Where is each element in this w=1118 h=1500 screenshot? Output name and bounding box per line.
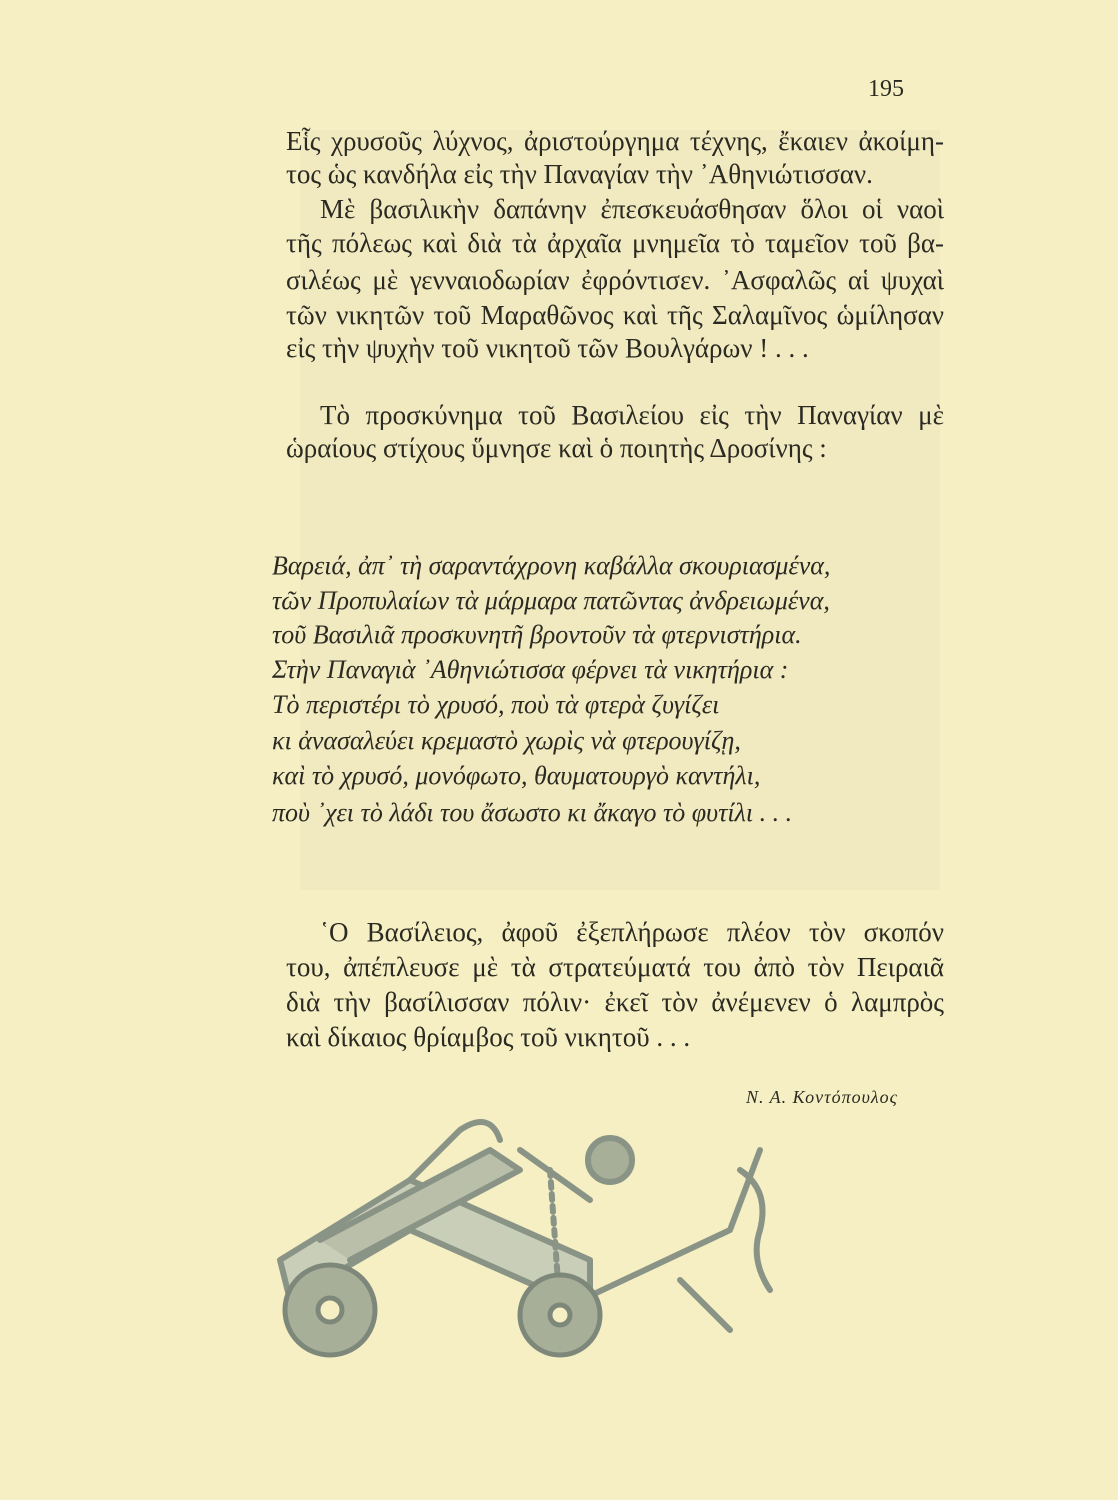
poem-line: Στὴν Παναγιὰ ᾿Αθηνιώτισσα φέρνει τὰ νικητήρια : bbox=[272, 655, 789, 684]
text-line: τῶν νικητῶν τοῦ Μαραθῶνος καὶ τῆς Σαλαμῖνος ὡμίλησαν bbox=[286, 300, 944, 330]
text-line: διὰ τὴν βασίλισσαν πόλιν· ἐκεῖ τὸν ἀνέμενεν ὁ λαμπρὸς bbox=[286, 987, 944, 1017]
text-line: εἰς τὴν ψυχὴν τοῦ νικητοῦ τῶν Βουλγάρων ! . . . bbox=[286, 333, 809, 363]
poem-line: κι ἀνασαλεύει κρεμαστὸ χωρὶς νὰ φτερουγίζῃ, bbox=[272, 726, 741, 755]
poem-line: τῶν Προπυλαίων τὰ μάρμαρα πατῶντας ἀνδρειωμένα, bbox=[272, 586, 830, 615]
text-line: καὶ δίκαιος θρίαμβος τοῦ νικητοῦ . . . bbox=[286, 1022, 691, 1052]
poem-line: ποὺ ᾿χει τὸ λάδι του ἄσωστο κι ἄκαγο τὸ φυτίλι . . . bbox=[272, 798, 793, 827]
text-line: τος ὡς κανδήλα εἰς τὴν Παναγίαν τὴν ᾿Αθηνιώτισσαν. bbox=[286, 159, 873, 189]
poem-line: Τὸ περιστέρι τὸ χρυσό, ποὺ τὰ φτερὰ ζυγίζει bbox=[272, 690, 720, 719]
text-line: Μὲ βασιλικὴν δαπάνην ἐπεσκευάσθησαν ὅλοι οἱ ναοὶ bbox=[320, 194, 944, 224]
poem-line: τοῦ Βασιλιᾶ προσκυνητῆ βροντοῦν τὰ φτερνιστήρια. bbox=[272, 620, 802, 649]
page-number: 195 bbox=[868, 76, 904, 102]
text-line: σιλέως μὲ γενναιοδωρίαν ἐφρόντισεν. ᾿Ασφαλῶς αἱ ψυχαὶ bbox=[286, 265, 944, 295]
poem-line: Βαρειά, ἀπ᾿ τὴ σαραντάχρονη καβάλλα σκουριασμένα, bbox=[272, 551, 831, 580]
catapult-illustration bbox=[260, 1110, 820, 1370]
text-line: ὡραίους στίχους ὕμνησε καὶ ὁ ποιητὴς Δροσίνης : bbox=[286, 433, 827, 463]
text-line: Εἷς χρυσοῦς λύχνος, ἀριστούργημα τέχνης, ἔκαιεν ἀκοίμη- bbox=[286, 126, 944, 156]
poem-line: καὶ τὸ χρυσό, μονόφωτο, θαυματουργὸ καντήλι, bbox=[272, 761, 761, 790]
text-line: τῆς πόλεως καὶ διὰ τὰ ἀρχαῖα μνημεῖα τὸ ταμεῖον τοῦ βα- bbox=[286, 228, 944, 258]
author-signature: Ν. Α. Κοντόπουλος bbox=[746, 1087, 898, 1107]
text-line: του, ἀπέπλευσε μὲ τὰ στρατεύματά του ἀπὸ τὸν Πειραιᾶ bbox=[286, 952, 944, 982]
text-line: ῾Ο Βασίλειος, ἀφοῦ ἐξεπλήρωσε πλέον τὸν σκοπόν bbox=[320, 917, 944, 947]
text-line: Τὸ προσκύνημα τοῦ Βασιλείου εἰς τὴν Παναγίαν μὲ bbox=[320, 400, 944, 430]
